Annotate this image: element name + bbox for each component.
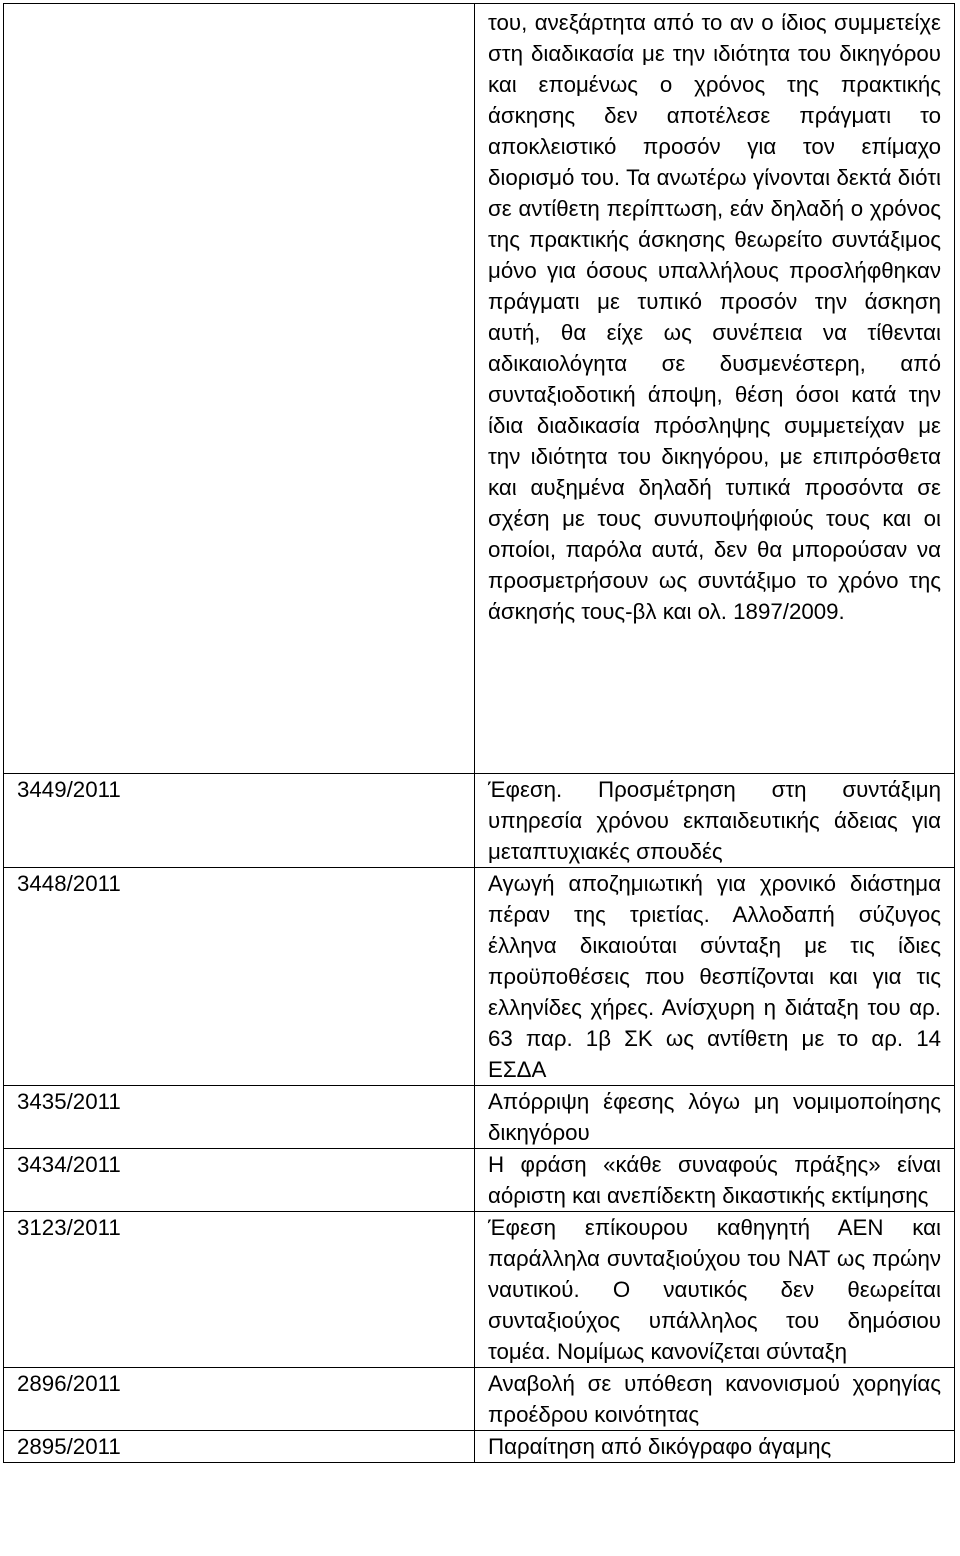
decision-summary: Η φράση «κάθε συναφούς πράξης» είναι αόριστη και ανεπίδεκτη δικαστικής εκτίμησης <box>475 1149 955 1212</box>
decision-number: 3434/2011 <box>4 1149 475 1212</box>
decision-summary: Παραίτηση από δικόγραφο άγαμης <box>475 1431 955 1463</box>
decision-summary: Αναβολή σε υπόθεση κανονισμού χορηγίας προέδρου κοινότητας <box>475 1368 955 1431</box>
decision-summary: Απόρριψη έφεσης λόγω μη νομιμοποίησης δικηγόρου <box>475 1086 955 1149</box>
decision-summary: του, ανεξάρτητα από το αν ο ίδιος συμμετείχε στη διαδικασία με την ιδιότητα του δικηγόρου και επομένως ο χρόνος της πρακτικής άσκησης δεν αποτέλεσε πράγματι το αποκλειστικό προσόν για τον επίμαχο διορισμό του. Τα ανωτέρω γίνονται δεκτά διότι σε αντίθετη περίπτωση, εάν δηλαδή ο χρόνος της πρακτικής άσκησης θεωρείτο συντάξιμος μόνο για όσους υπαλλήλους προσλήφθηκαν πράγματι με τυπικό προσόν την άσκηση αυτή, θα είχε ως συνέπεια να τίθενται αδικαιολόγητα σε δυσμενέστερη, από συνταξιοδοτική άποψη, θέση όσοι κατά την ίδια διαδικασία πρόσληψης συμμετείχαν με την ιδιότητα του δικηγόρου, με επιπρόσθετα και αυξημένα δηλαδή τυπικά προσόντα σε σχέση με τους συνυποψήφιούς τους και οι οποίοι, παρόλα αυτά, δεν θα μπορούσαν να προσμετρήσουν ως συντάξιμο το χρόνο της άσκησής τους-βλ και ολ. 1897/2009. <box>475 4 955 774</box>
table-row <box>4 1431 955 1463</box>
decision-number: 2896/2011 <box>4 1368 475 1431</box>
decision-number: 3123/2011 <box>4 1212 475 1368</box>
decision-summary: Έφεση. Προσμέτρηση στη συντάξιμη υπηρεσία χρόνου εκπαιδευτικής άδειας για μεταπτυχιακές σπουδές <box>475 774 955 868</box>
decision-number: 3435/2011 <box>4 1086 475 1149</box>
decision-number <box>4 4 475 774</box>
table-row <box>4 4 955 774</box>
table-row <box>4 1149 955 1212</box>
table-row <box>4 1212 955 1368</box>
decision-summary: Έφεση επίκουρου καθηγητή ΑΕΝ και παράλληλα συνταξιούχου του ΝΑΤ ως πρώην ναυτικού. Ο ναυτικός δεν θεωρείται συνταξιούχος υπάλληλος του δημόσιου τομέα. Νομίμως κανονίζεται σύνταξη <box>475 1212 955 1368</box>
decision-number: 2895/2011 <box>4 1431 475 1463</box>
decision-number: 3448/2011 <box>4 868 475 1086</box>
decision-number: 3449/2011 <box>4 774 475 868</box>
table-row <box>4 1086 955 1149</box>
decision-summary: Αγωγή αποζημιωτική για χρονικό διάστημα πέραν της τριετίας. Αλλοδαπή σύζυγος έλληνα δικαιούται σύνταξη με τις ίδιες προϋποθέσεις που θεσπίζονται και για τις ελληνίδες χήρες. Ανίσχυρη η διάταξη του αρ. 63 παρ. 1β ΣΚ ως αντίθετη με το αρ. 14 ΕΣΔΑ <box>475 868 955 1086</box>
table-row <box>4 1368 955 1431</box>
table-row <box>4 868 955 1086</box>
decisions-table <box>3 3 955 1463</box>
table-row <box>4 774 955 868</box>
